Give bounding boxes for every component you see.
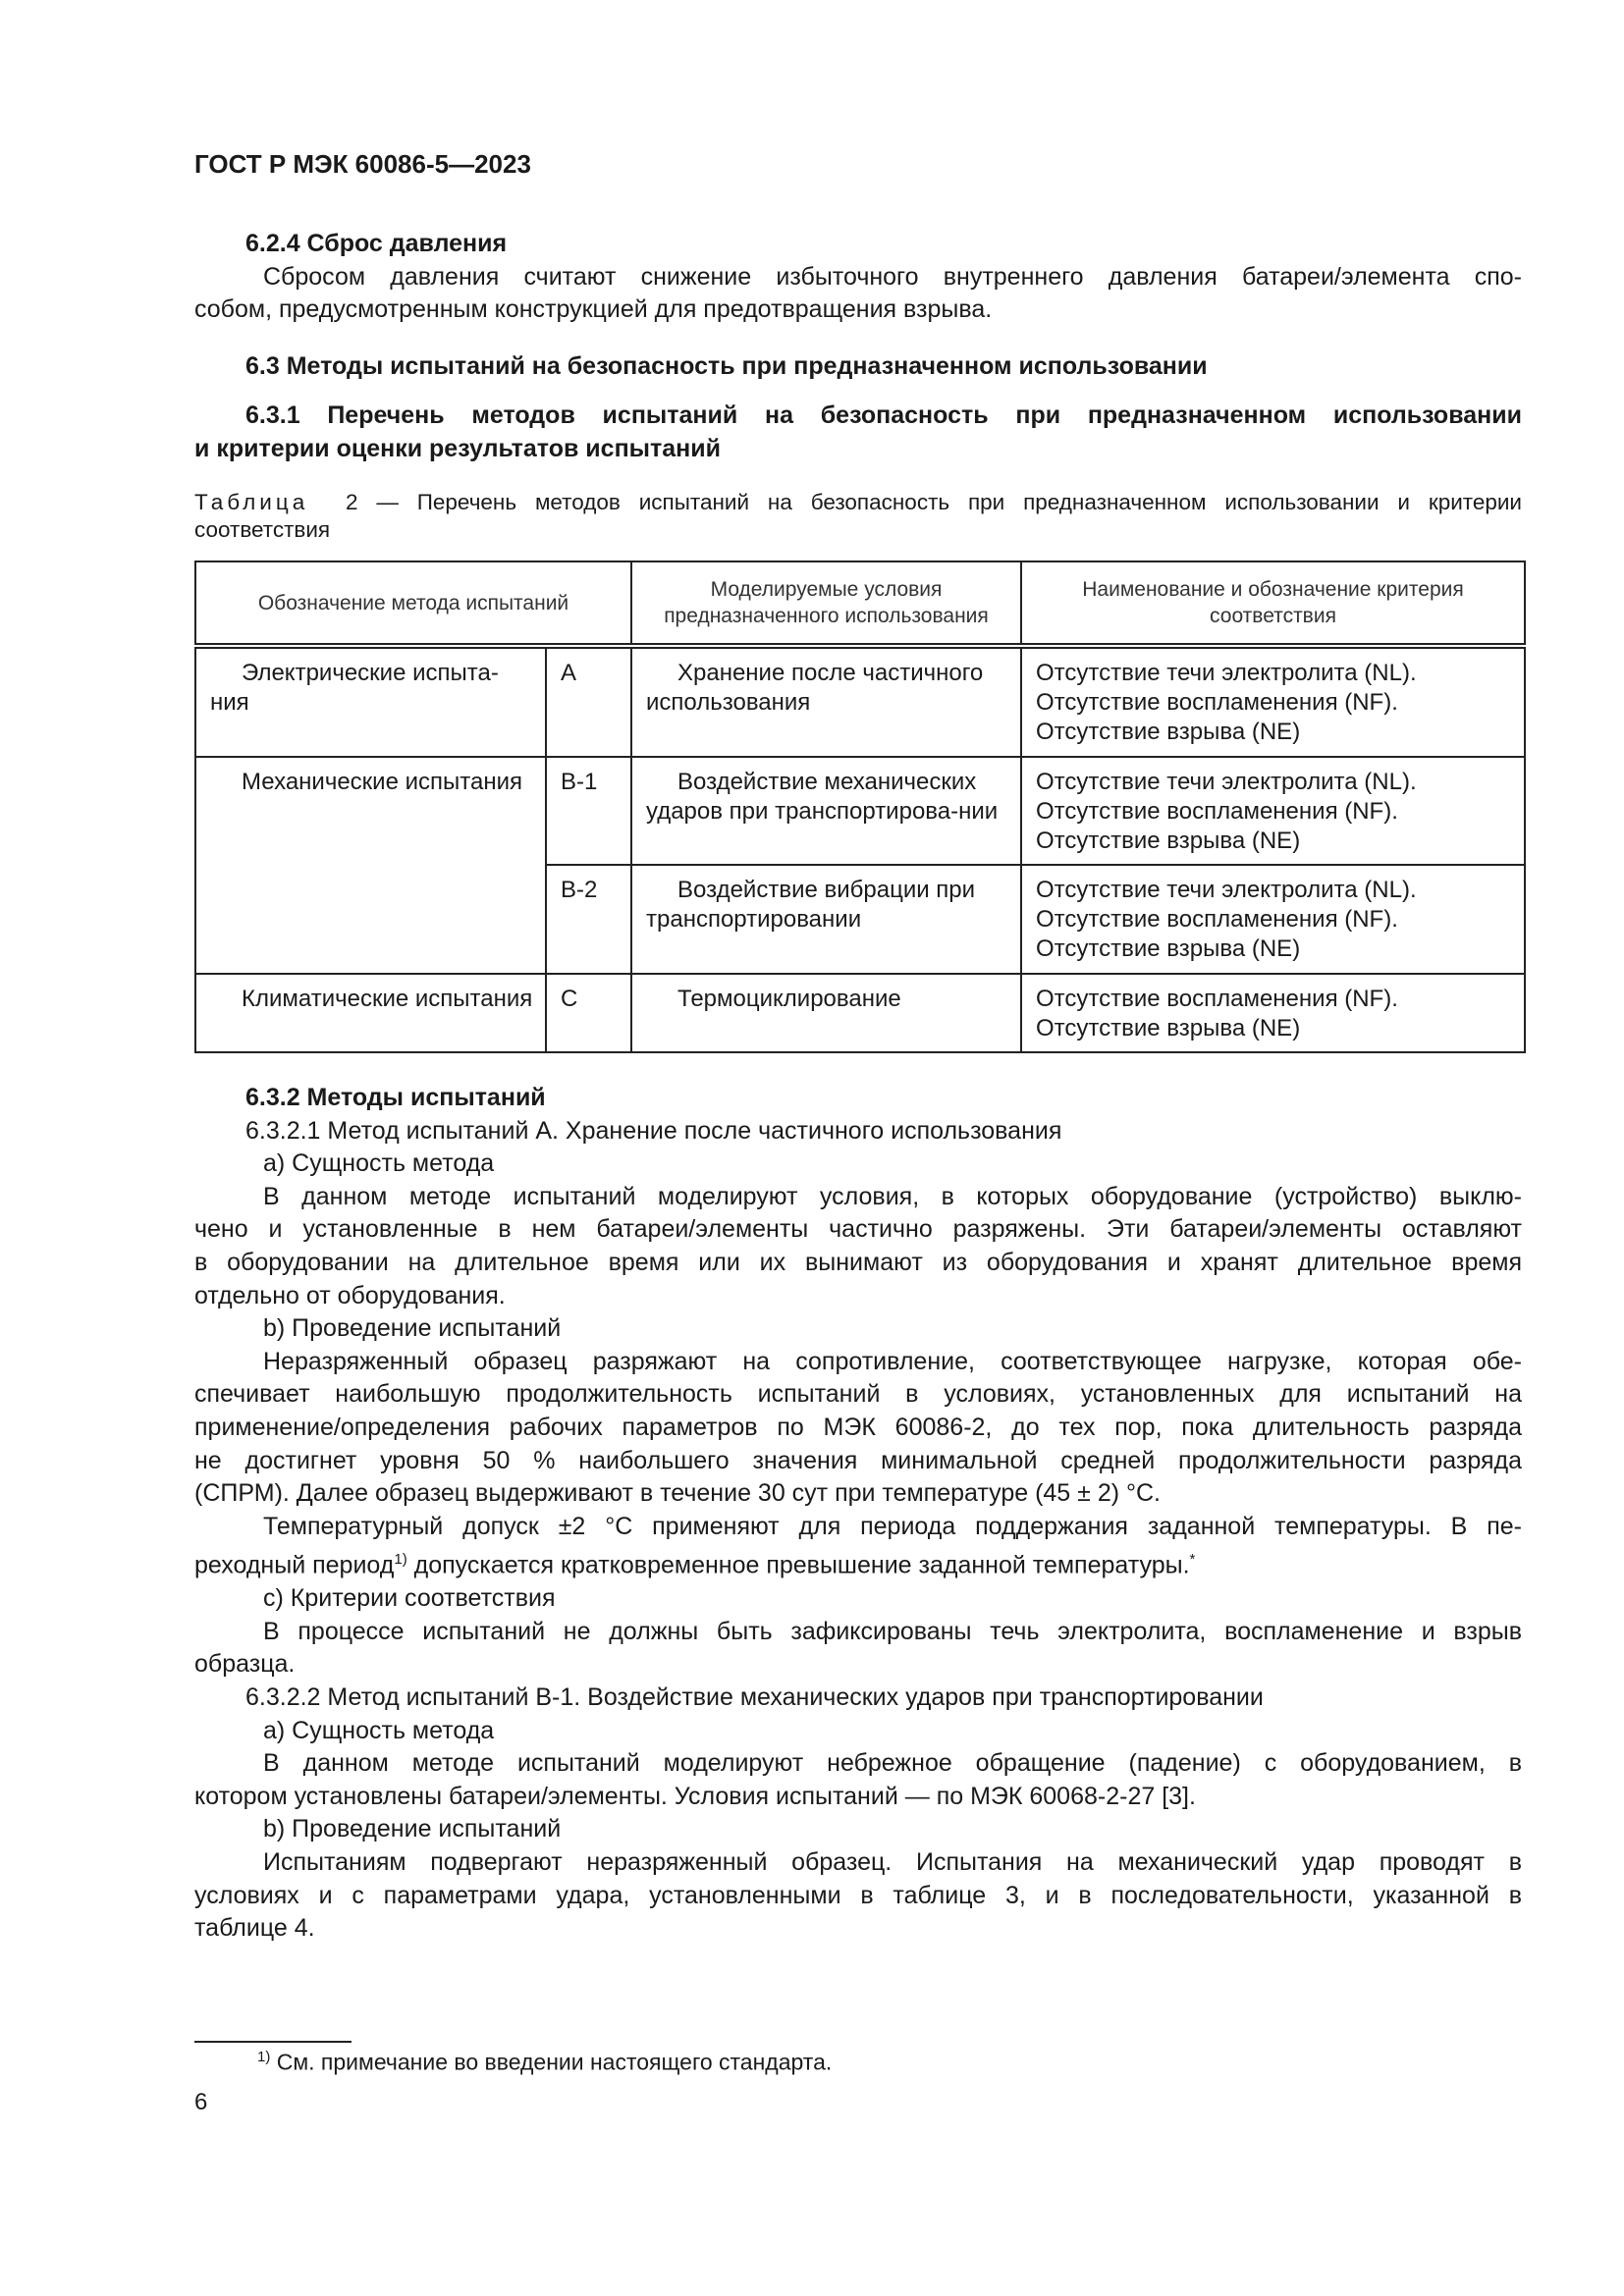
text-line: применение/определения рабочих параметров по МЭК 60086-2, до тех пор, пока длительность разряда — [194, 1413, 1522, 1441]
table-row — [195, 646, 1525, 757]
text-line: В данном методе испытаний моделируют небрежное обращение (падение) с оборудованием, в — [263, 1749, 1522, 1778]
test-condition: Воздействие механических ударов при транспортирова-нии — [631, 757, 1021, 865]
test-code: C — [546, 974, 631, 1052]
text-line: b) Проведение испытаний — [263, 1815, 562, 1843]
document-header: ГОСТ Р МЭК 60086-5—2023 — [194, 149, 531, 179]
section-6-3-1-heading — [194, 400, 1522, 465]
methods-table — [194, 561, 1526, 1053]
text-line: котором установлены батареи/элементы. Условия испытаний — по МЭК 60068-2-27 [3]. — [194, 1782, 1196, 1810]
text-line: спечивает наибольшую продолжительность испытаний в условиях, установленных для испытаний на — [194, 1380, 1522, 1409]
asterisk-mark: * — [1189, 1551, 1196, 1569]
test-criteria: Отсутствие течи электролита (NL). Отсутствие воспламенения (NF). Отсутствие взрыва (NE) — [1021, 865, 1525, 974]
text-line: чено и установленные в нем батареи/элементы частично разряжены. Эти батареи/элементы оставляют — [194, 1215, 1522, 1244]
footnote-ref[interactable]: 1) — [394, 1551, 407, 1569]
section-6-3-heading — [194, 350, 1522, 384]
text-line: В процессе испытаний не должны быть зафиксированы течь электролита, воспламенение и взрыв — [263, 1617, 1522, 1645]
section-heading: 6.2.4 Сброс давления — [245, 230, 508, 257]
text-line: (СПРМ). Далее образец выдерживают в течение 30 сут при температуре (45 ± 2) °C. — [194, 1479, 1161, 1508]
header-method: Обозначение метода испытаний — [195, 561, 631, 646]
text-line: не достигнет уровня 50 % наибольшего значения минимальной средней продолжительности разряда — [194, 1446, 1522, 1474]
heading-line: 6.3.1 Перечень методов испытаний на безопасность при предназначенном использовании — [245, 401, 1522, 429]
section-6-2-4 — [194, 228, 1522, 327]
test-code: B-2 — [546, 865, 631, 974]
section-heading: 6.3 Методы испытаний на безопасность при предназначенном использовании — [245, 352, 1208, 380]
test-group: Механические испытания — [195, 757, 546, 974]
test-group: Электрические испыта-ния — [195, 646, 546, 757]
text-line: c) Критерии соответствия — [263, 1584, 556, 1613]
header-conditions: Моделируемые условия предназначенного использования — [631, 561, 1021, 646]
test-condition: Воздействие вибрации при транспортировании — [631, 865, 1021, 974]
text-line: Температурный допуск ±2 °C применяют для периода поддержания заданной температуры. В пе- — [263, 1512, 1522, 1540]
test-group: Климатические испытания — [195, 974, 546, 1052]
footnote — [257, 2049, 832, 2076]
test-code: B-1 — [546, 757, 631, 865]
test-code: A — [546, 646, 631, 757]
text-line: собом, предусмотренным конструкцией для предотвращения взрыва. — [194, 295, 993, 324]
header-criteria: Наименование и обозначение критерия соответствия — [1021, 561, 1525, 646]
table-row — [195, 757, 1525, 865]
caption-text: соответствия — [194, 517, 331, 542]
text-line: Испытаниям подвергают неразряженный образец. Испытания на механический удар проводят в — [263, 1847, 1522, 1876]
text-line: 6.3.2.1 Метод испытаний А. Хранение после частичного использования — [245, 1116, 1062, 1145]
test-criteria: Отсутствие течи электролита (NL). Отсутствие воспламенения (NF). Отсутствие взрыва (NE) — [1021, 757, 1525, 865]
caption-text: 2 — Перечень методов испытаний на безопасность при предназначенном использовании и критерии — [345, 490, 1522, 514]
text-line: В данном методе испытаний моделируют условия, в которых оборудование (устройство) выклю- — [263, 1182, 1522, 1210]
test-criteria: Отсутствие воспламенения (NF). Отсутствие взрыва (NE) — [1021, 974, 1525, 1052]
test-condition: Термоциклирование — [631, 974, 1021, 1052]
text-line: b) Проведение испытаний — [263, 1314, 562, 1343]
text-line: образца. — [194, 1650, 296, 1679]
section-6-3-2 — [194, 1082, 1522, 1946]
table-caption — [194, 489, 1522, 544]
table-row — [195, 974, 1525, 1052]
page-number: 6 — [194, 2089, 208, 2115]
text-line: таблице 4. — [194, 1914, 315, 1943]
text-line: реходный период$^{1)}$ допускается кратковременное превышение заданной температуры.* — [194, 1551, 1196, 1579]
text-line: a) Сущность метода — [263, 1149, 495, 1178]
footnote-mark: 1) — [257, 2049, 271, 2065]
text-line: в оборудовании на длительное время или их вынимают из оборудования и хранят длительное время — [194, 1248, 1522, 1276]
text-line: условиях и с параметрами удара, установленными в таблице 3, и в последовательности, указанной в — [194, 1881, 1522, 1909]
text-line: a) Сущность метода — [263, 1716, 495, 1744]
footnote-separator — [194, 2041, 352, 2043]
text-line: Неразряженный образец разряжают на сопротивление, соответствующее нагрузке, которая обе- — [263, 1347, 1522, 1375]
section-heading: 6.3.2 Методы испытаний — [245, 1084, 546, 1111]
test-condition: Хранение после частичного использования — [631, 646, 1021, 757]
text-line: отдельно от оборудования. — [194, 1281, 506, 1309]
footnote-text: См. примечание во введении настоящего стандарта. — [276, 2049, 833, 2075]
heading-line: и критерии оценки результатов испытаний — [194, 434, 721, 462]
text-line: 6.3.2.2 Метод испытаний B-1. Воздействие механических ударов при транспортировании — [245, 1683, 1264, 1712]
caption-label: Таблица — [194, 490, 309, 514]
text-line: Сбросом давления считают снижение избыточного внутреннего давления батареи/элемента спо- — [263, 262, 1522, 291]
test-criteria: Отсутствие течи электролита (NL). Отсутствие воспламенения (NF). Отсутствие взрыва (NE) — [1021, 646, 1525, 757]
